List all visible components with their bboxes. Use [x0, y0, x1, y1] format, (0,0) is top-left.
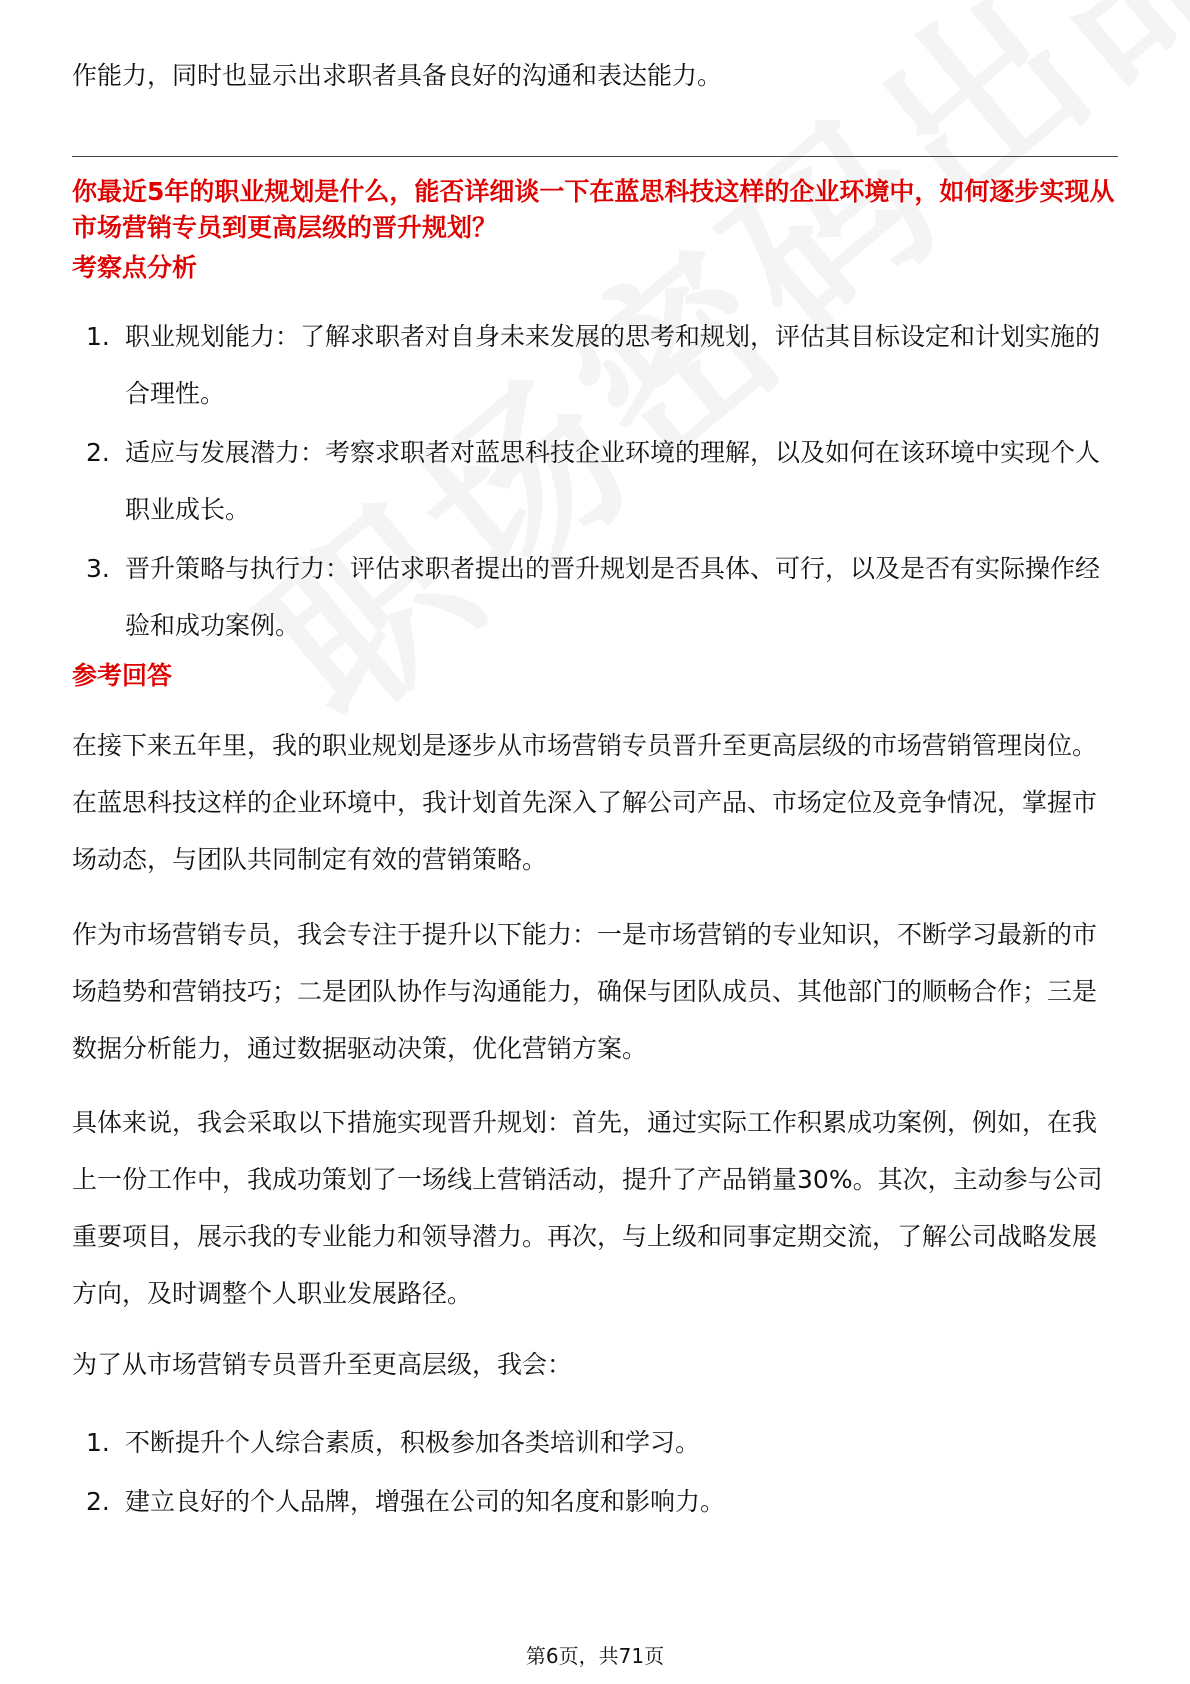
divider [72, 156, 1118, 157]
analysis-title: 考察点分析 [72, 253, 198, 282]
analysis-list [72, 308, 1118, 656]
list-item [72, 540, 1118, 654]
question-heading: 你最近5年的职业规划是什么，能否详细谈一下在蓝思科技这样的企业环境中，如何逐步实现从市场营销专员到更高层级的晋升规划？ [72, 177, 1115, 242]
answer-paragraph-4: 为了从市场营销专员晋升至更高层级，我会： [72, 1350, 573, 1379]
list-item-text: 职业规划能力：了解求职者对自身未来发展的思考和规划，评估其目标设定和计划实施的合理性。 [125, 322, 1101, 408]
list-item-text: 晋升策略与执行力：评估求职者提出的晋升规划是否具体、可行，以及是否有实际操作经验和成功案例。 [125, 554, 1101, 640]
list-number: 1. [86, 1428, 110, 1457]
list-item-text: 不断提升个人综合素质，积极参加各类培训和学习。 [125, 1428, 701, 1457]
page-footer: 第6页，共71页 [525, 1644, 665, 1668]
list-item [72, 1414, 1118, 1471]
continued-text: 作能力，同时也显示出求职者具备良好的沟通和表达能力。 [72, 61, 723, 90]
list-item [72, 1473, 1118, 1530]
list-item [72, 424, 1118, 538]
answer-paragraph-1: 在接下来五年里，我的职业规划是逐步从市场营销专员晋升至更高层级的市场营销管理岗位。在蓝思科技这样的企业环境中，我计划首先深入了解公司产品、市场定位及竞争情况，掌握市场动态，与团队共同制定有效的营销策略。 [72, 731, 1098, 874]
answer-list [72, 1414, 1118, 1532]
list-number: 2. [86, 1487, 110, 1516]
answer-title: 参考回答 [72, 661, 173, 690]
list-item [72, 308, 1118, 422]
list-number: 1. [86, 322, 110, 351]
list-number: 2. [86, 438, 110, 467]
list-item-text: 建立良好的个人品牌，增强在公司的知名度和影响力。 [125, 1487, 726, 1516]
list-item-text: 适应与发展潜力：考察求职者对蓝思科技企业环境的理解，以及如何在该环境中实现个人职业成长。 [125, 438, 1101, 524]
answer-paragraph-3: 具体来说，我会采取以下措施实现晋升规划：首先，通过实际工作积累成功案例，例如，在我上一份工作中，我成功策划了一场线上营销活动，提升了产品销量30%。其次，主动参与公司重要项目，展示我的专业能力和领导潜力。再次，与上级和同事定期交流，了解公司战略发展方向，及时调整个人职业发展路径。 [72, 1108, 1103, 1308]
answer-paragraph-2: 作为市场营销专员，我会专注于提升以下能力：一是市场营销的专业知识，不断学习最新的市场趋势和营销技巧；二是团队协作与沟通能力，确保与团队成员、其他部门的顺畅合作；三是数据分析能力，通过数据驱动决策，优化营销方案。 [72, 920, 1098, 1063]
list-number: 3. [86, 554, 110, 583]
